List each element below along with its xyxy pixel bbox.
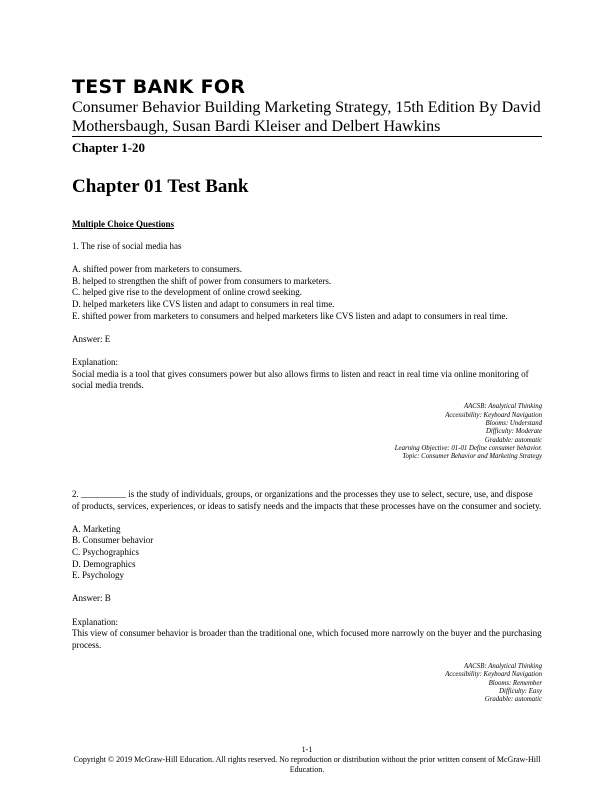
answer-option: C. Psychographics (72, 546, 139, 557)
meta-blooms: Blooms: Understand (485, 419, 542, 427)
explanation-text: This view of consumer behavior is broader than the traditional one, which focused more narrowly on the buyer and the purchasing process. (72, 628, 542, 650)
answer-option: D. Demographics (72, 558, 136, 569)
answer-option: A. shifted power from marketers to consumers. (72, 264, 242, 275)
explanation-label: Explanation: (72, 356, 118, 367)
question-block-2 (72, 489, 542, 704)
meta-accessibility: Accessibility: Keyboard Navigation (445, 671, 542, 679)
banner-title: TEST BANK FOR (72, 76, 246, 98)
meta-difficulty: Difficulty: Easy (499, 687, 542, 695)
meta-gradable: Gradable: automatic (484, 696, 542, 704)
chapter-range: Chapter 1-20 (72, 140, 146, 155)
section-heading: Multiple Choice Questions (72, 219, 175, 229)
page-number: 1-1 (301, 745, 313, 754)
correct-answer: Answer: E (72, 333, 111, 344)
meta-blooms: Blooms: Remember (488, 679, 542, 687)
question-block-1 (72, 241, 542, 461)
meta-difficulty: Difficulty: Moderate (485, 428, 542, 436)
meta-learning-objective: Learning Objective: 01-01 Define consumer behavior. (394, 444, 542, 452)
answer-option: A. Marketing (72, 523, 121, 534)
chapter-title: Chapter 01 Test Bank (72, 176, 249, 197)
answer-option: B. helped to strengthen the shift of power from consumers to marketers. (72, 275, 332, 286)
meta-aacsb: AACSB: Analytical Thinking (463, 662, 542, 670)
question-stem: 1. The rise of social media has (72, 241, 182, 251)
correct-answer: Answer: B (72, 593, 111, 604)
copyright-notice: Copyright © 2019 McGraw-Hill Education. All rights reserved. No reproduction or distribution without the prior written consent of McGraw-Hill Education. (73, 755, 541, 774)
book-title: Consumer Behavior Building Marketing Strategy, 15th Edition By David Mothersbaugh, Susan Bardi Kleiser and Delbert Hawkins (72, 99, 541, 135)
answer-option: B. Consumer behavior (72, 535, 154, 546)
answer-option: C. helped give rise to the development of online crowd seeking. (72, 287, 302, 298)
answer-option: E. shifted power from marketers to consumers and helped marketers like CVS listen and adapt to consumers in real time. (72, 310, 508, 321)
question-stem: 2. __________ is the study of individuals, groups, or organizations and the processes they use to select, secure, use, and dispose of products, services, experiences, or ideas to satisfy needs and the impacts that these processes have on the consumer and society. (72, 489, 542, 511)
explanation-label: Explanation: (72, 616, 118, 627)
explanation-text: Social media is a tool that gives consumers power but also allows firms to listen and react in real time via online monitoring of social media trends. (72, 368, 529, 391)
meta-accessibility: Accessibility: Keyboard Navigation (445, 411, 542, 419)
meta-topic: Topic: Consumer Behavior and Marketing Strategy (402, 453, 542, 461)
meta-gradable: Gradable: automatic (484, 436, 542, 444)
page-footer (72, 745, 542, 775)
answer-option: D. helped marketers like CVS listen and adapt to consumers in real time. (72, 298, 335, 309)
answer-option: E. Psychology (72, 570, 125, 581)
header-divider (72, 136, 542, 137)
meta-aacsb: AACSB: Analytical Thinking (463, 403, 542, 411)
